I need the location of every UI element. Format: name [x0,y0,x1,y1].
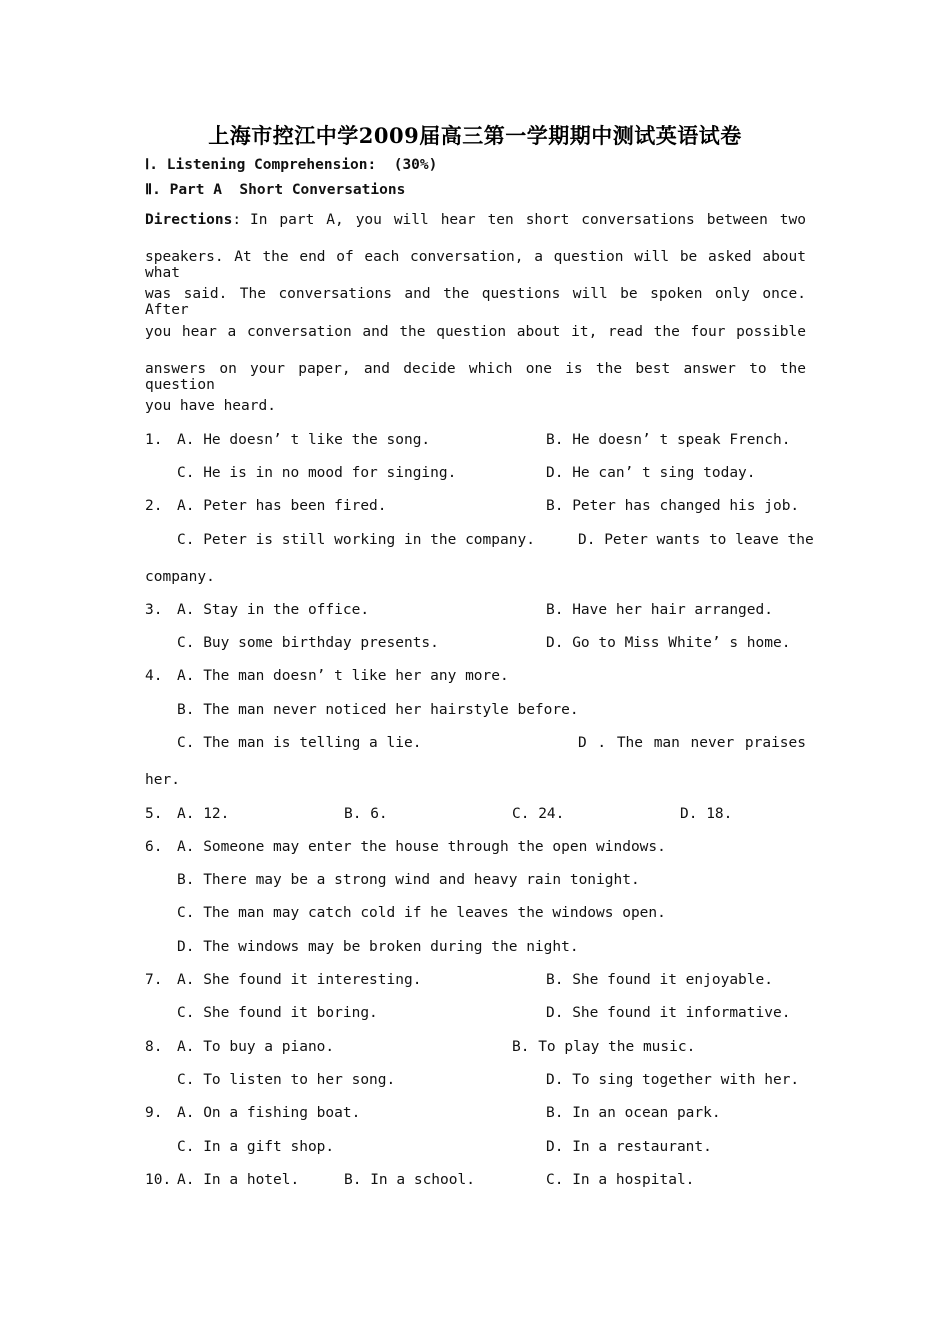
question-number: 4. [145,668,163,684]
option-c: C. Peter is still working in the company. [177,532,535,548]
option-b: B. He doesn’ t speak French. [546,432,791,448]
option-a: A. In a hotel. [177,1172,300,1188]
directions-line-5: answers on your paper, and decide which one is the best answer to the question [145,361,806,393]
option-c: C. He is in no mood for singing. [177,465,457,481]
directions-line-3: was said. The conversations and the questions will be spoken only once. After [145,286,806,318]
page-title: 上海市控江中学2009届高三第一学期期中测试英语试卷 [208,123,742,148]
question-number: 9. [145,1105,163,1121]
section-part-a-heading: Ⅱ. Part A Short Conversations [145,182,406,198]
option-c: C. In a hospital. [546,1172,695,1188]
option-d: D. To sing together with her. [546,1072,800,1088]
option-c: C. In a gift shop. [177,1139,335,1155]
question-number: 8. [145,1039,163,1055]
question-number: 6. [145,839,163,855]
directions-line-1: In part A, you will hear ten short conversations between two [250,212,806,228]
option-a: A. The man doesn’ t like her any more. [177,668,509,684]
question-number: 3. [145,602,163,618]
option-b: B. There may be a strong wind and heavy rain tonight. [177,872,640,888]
option-d: D. She found it informative. [546,1005,791,1021]
option-d-continued: her. [145,772,180,788]
option-b: B. To play the music. [512,1039,696,1055]
option-a: A. Someone may enter the house through the open windows. [177,839,666,855]
directions-lead [145,212,241,228]
option-c: C. The man is telling a lie. [177,735,422,751]
option-b: B. She found it enjoyable. [546,972,773,988]
option-d: D. Go to Miss White’ s home. [546,635,791,651]
option-a: A. On a fishing boat. [177,1105,361,1121]
question-number: 1. [145,432,163,448]
question-number: 10. [145,1172,172,1188]
option-d: D. In a restaurant. [546,1139,712,1155]
question-number: 5. [145,806,163,822]
directions-line-4: you hear a conversation and the question about it, read the four possible [145,324,806,340]
question-number: 2. [145,498,163,514]
option-d: D. Peter wants to leave the [578,532,814,548]
option-c: C. Buy some birthday presents. [177,635,439,651]
option-c: C. 24. [512,806,565,822]
option-a: A. Stay in the office. [177,602,370,618]
option-d-continued: company. [145,569,215,585]
option-d: D . The man never praises [578,735,806,751]
option-d: D. He can’ t sing today. [546,465,756,481]
option-a: A. She found it interesting. [177,972,422,988]
directions-label: Directions [145,212,233,228]
option-a: A. He doesn’ t like the song. [177,432,431,448]
option-a: A. Peter has been fired. [177,498,387,514]
option-a: A. To buy a piano. [177,1039,335,1055]
directions-line-6: you have heard. [145,398,276,414]
option-c: C. She found it boring. [177,1005,378,1021]
option-b: B. Peter has changed his job. [546,498,800,514]
option-d: D. 18. [680,806,733,822]
option-b: B. The man never noticed her hairstyle before. [177,702,579,718]
directions-line-2: speakers. At the end of each conversation, a question will be asked about what [145,249,806,281]
option-c: C. To listen to her song. [177,1072,396,1088]
option-b: B. In an ocean park. [546,1105,721,1121]
option-a: A. 12. [177,806,230,822]
section-listening-heading: Ⅰ. Listening Comprehension: (30%) [145,157,438,173]
option-b: B. Have her hair arranged. [546,602,773,618]
option-c: C. The man may catch cold if he leaves the windows open. [177,905,666,921]
option-b: B. In a school. [344,1172,475,1188]
option-d: D. The windows may be broken during the night. [177,939,579,955]
option-b: B. 6. [344,806,388,822]
directions-colon: : [232,212,242,228]
question-number: 7. [145,972,163,988]
